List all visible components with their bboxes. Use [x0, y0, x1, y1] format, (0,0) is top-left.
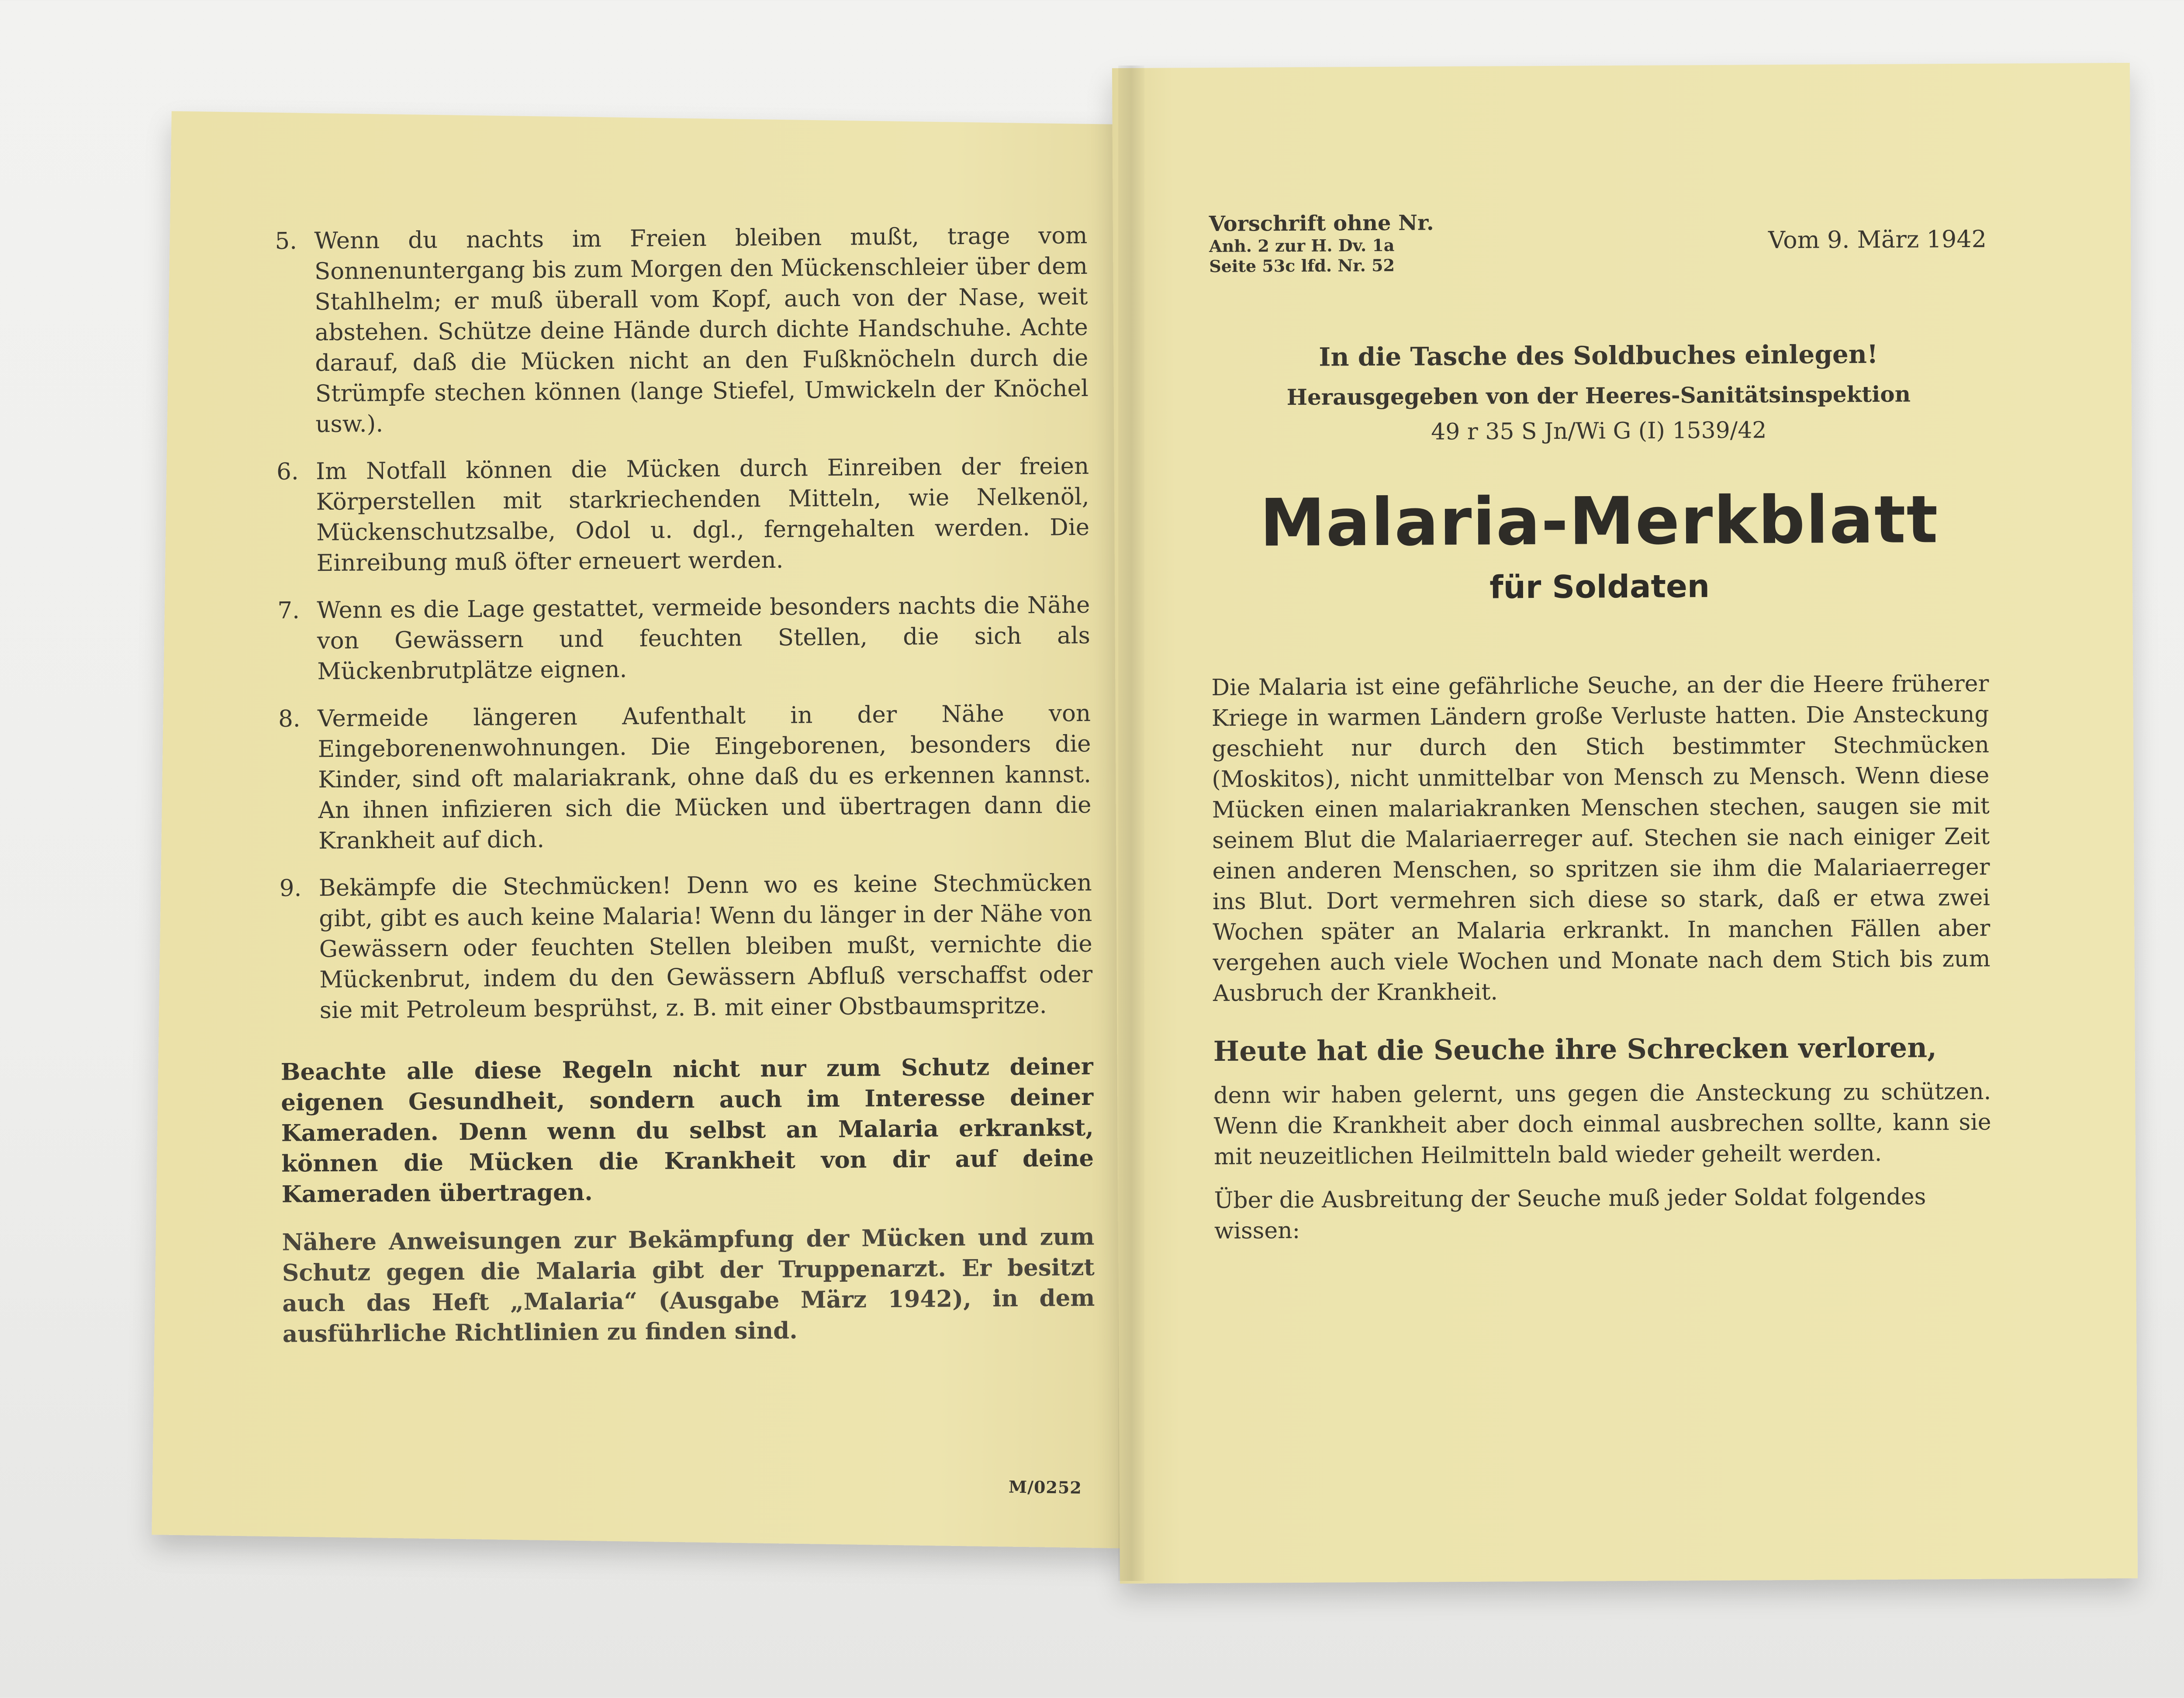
rule-item-7	[277, 590, 1090, 687]
section-headline: Heute hat die Seuche ihre Schrecken verloren,	[1213, 1031, 1937, 1067]
center-fold	[1118, 66, 1144, 1581]
issue-date: Vom 9. März 1942	[1768, 225, 1987, 254]
publisher-line: Herausgegeben von der Heeres-Sanitätsinspektion	[1286, 381, 1911, 411]
intro-paragraph: Die Malaria ist eine gefährliche Seuche, an der die Heere früherer Kriege in warmen Ländern große Verluste hatten. Die Ansteckung geschieht nur durch den Stich bestimmter Stechmücken (Moskitos), nicht unmittelbar von Mensch zu Mensch. Wenn diese Mücken einen malariakranken Menschen stechen, saugen sie mit seinem Blut die Malariaerreger auf. Stechen sie nach einiger Zeit einen anderen Menschen, so spritzen sie ihm die Malariaerreger ins Blut. Dort vermehren sich diese so stark, daß er etwa zwei Wochen später an Malaria erkrankt. In manchen Fällen aber vergehen auch viele Wochen und Monate nach dem Stich bis zum Ausbruch der Krankheit.	[1211, 670, 1990, 1007]
rule-number: 6.	[276, 458, 299, 485]
closing-paragraph: Beachte alle diese Regeln nicht nur zum Schutz deiner eigenen Gesundheit, sondern auch im Interesse deiner Kameraden. Denn wenn du selbst an Malaria erkrankst, können die Mücken die Krankheit von dir auf deine Kameraden übertragen.	[280, 1053, 1094, 1208]
rule-text: Wenn es die Lage gestattet, vermeide besonders nachts die Nähe von Gewässern und feuchten Stellen, die sich als Mückenbrutplätze eignen.	[317, 591, 1091, 685]
spread-paragraph: Über die Ausbreitung der Seuche muß jeder Soldat folgendes wissen:	[1214, 1184, 1926, 1244]
further-instructions: Nähere Anweisungen zur Bekämpfung der Mücken und zum Schutz gegen die Malaria gibt der Truppenarzt. Er besitzt auch das Heft „Malaria“ (Ausgabe März 1942), in dem ausführliche Richtlinien zu finden sind.	[282, 1223, 1095, 1348]
regulation-title: Vorschrift ohne Nr.	[1209, 211, 1434, 236]
rule-text: Vermeide längeren Aufenthalt in der Nähe von Eingeborenenwohnungen. Die Eingeborenen, besonders die Kinder, sind oft malariakrank, ohne daß du es erkennen kannst. An ihnen infizieren sich die Mücken und übertragen dann die Krankheit auf dich.	[317, 700, 1092, 855]
right-page-content	[1209, 208, 1992, 1246]
rule-number: 5.	[275, 228, 297, 255]
rule-text: Wenn du nachts im Freien bleiben mußt, trage vom Sonnenuntergang bis zum Morgen den Mückenschleier über dem Stahlhelm; er muß überall vom Kopf, auch von der Nase, weit abstehen. Schütze deine Hände durch dichte Handschuhe. Achte darauf, daß die Mücken nicht an den Fußknöcheln durch die Strümpfe stechen können (lange Stiefel, Umwickeln der Knöchel usw.).	[314, 222, 1089, 438]
insert-note: In die Tasche des Soldbuches einlegen!	[1319, 339, 1878, 372]
rule-text: Im Notfall können die Mücken durch Einreiben der freien Körperstellen mit starkriechenden Mitteln, wie Nelkenöl, Mückenschutzsalbe, Odol u. dgl., ferngehalten werden. Die Einreibung muß öfter erneuert werden.	[315, 452, 1090, 577]
rules-list	[275, 221, 1095, 1349]
rule-item-6	[276, 451, 1090, 579]
rule-number: 8.	[278, 705, 301, 732]
left-page	[152, 111, 1150, 1549]
right-page	[1112, 63, 2138, 1584]
rule-number: 9.	[279, 875, 302, 902]
cure-paragraph: denn wir haben gelernt, uns gegen die Ansteckung zu schützen. Wenn die Krankheit aber doch einmal ausbrechen sollte, kann sie mit neuzeitlichen Heilmitteln bald wieder geheilt werden.	[1213, 1078, 1991, 1170]
regulation-line: Anh. 2 zur H. Dv. 1a	[1209, 235, 1395, 256]
rule-text: Bekämpfe die Stechmücken! Denn wo es keine Stechmücken gibt, gibt es auch keine Malaria! Wenn du länger in der Nähe von Gewässern oder feuchten Stellen bleiben mußt, vernichte die Mückenbrut, indem du den Gewässern Abfluß verschaffst oder sie mit Petroleum besprühst, z. B. mit einer Obstbaumspritze.	[318, 869, 1093, 1024]
rule-item-5	[275, 221, 1089, 440]
document-title: Malaria-Merkblatt	[1259, 482, 1939, 562]
form-code: M/0252	[1008, 1477, 1082, 1498]
header-row	[1209, 208, 1987, 325]
reference-number: 49 r 35 S Jn/Wi G (I) 1539/42	[1431, 417, 1767, 445]
rule-item-9	[280, 868, 1093, 1026]
document-subtitle: für Soldaten	[1489, 567, 1710, 606]
regulation-block	[1209, 211, 1434, 276]
rule-number: 7.	[277, 597, 300, 624]
regulation-line: Seite 53c lfd. Nr. 52	[1209, 255, 1395, 276]
rule-item-8	[278, 698, 1092, 857]
